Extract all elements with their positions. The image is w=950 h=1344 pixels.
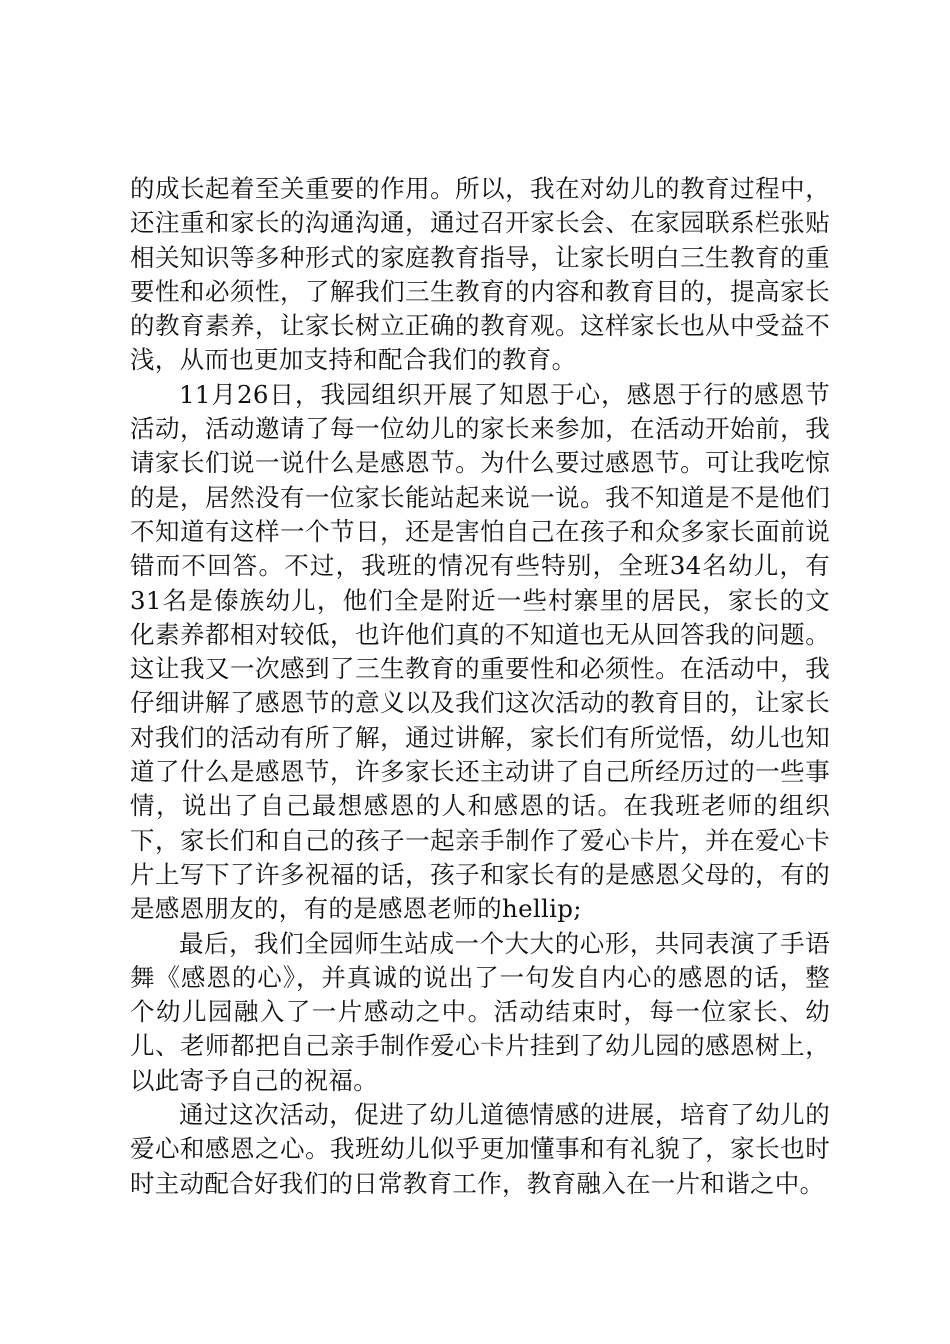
paragraph: 最后，我们全园师生站成一个大大的心形，共同表演了手语舞《感恩的心》，并真诚的说出了一句发自内心的感恩的话，整个幼儿园融入了一片感动之中。活动结束时，每一位家长、幼儿、老师都把自己亲手制作爱心卡片挂到了幼儿园的感恩树上，以此寄予自己的祝福。 xyxy=(130,928,830,1095)
paragraph: 的成长起着至关重要的作用。所以，我在对幼儿的教育过程中，还注重和家长的沟通沟通，通过召开家长会、在家园联系栏张贴相关知识等多种形式的家庭教育指导，让家长明白三生教育的重要性和必须性，了解我们三生教育的内容和教育目的，提高家长的教育素养，让家长树立正确的教育观。这样家长也从中受益不浅，从而也更加支持和配合我们的教育。 xyxy=(130,174,830,375)
body-text xyxy=(130,172,830,1201)
paragraph: 通过这次活动，促进了幼儿道德情感的进展，培育了幼儿的爱心和感恩之心。我班幼儿似乎更加懂事和有礼貌了，家长也时时主动配合好我们的日常教育工作，教育融入在一片和谐之中。 xyxy=(130,1100,830,1198)
paragraph: 11月26日，我园组织开展了知恩于心，感恩于行的感恩节活动，活动邀请了每一位幼儿的家长来参加，在活动开始前，我请家长们说一说什么是感恩节。为什么要过感恩节。可让我吃惊的是，居然没有一位家长能站起来说一说。我不知道是不是他们不知道有这样一个节日，还是害怕自己在孩子和众多家长面前说错而不回答。不过，我班的情况有些特别，全班34名幼儿，有31名是傣族幼儿，他们全是附近一些村寨里的居民，家长的文化素养都相对较低，也许他们真的不知道也无从回答我的问题。这让我又一次感到了三生教育的重要性和必须性。在活动中，我仔细讲解了感恩节的意义以及我们这次活动的教育目的，让家长对我们的活动有所了解，通过讲解，家长们有所觉悟，幼儿也知道了什么是感恩节，许多家长还主动讲了自己所经历过的一些事情，说出了自己最想感恩的人和感恩的话。在我班老师的组织下，家长们和自己的孩子一起亲手制作了爱心卡片，并在爱心卡片上写下了许多祝福的话，孩子和家长有的是感恩父母的，有的是感恩朋友的，有的是感恩老师的hellip; xyxy=(130,379,830,924)
